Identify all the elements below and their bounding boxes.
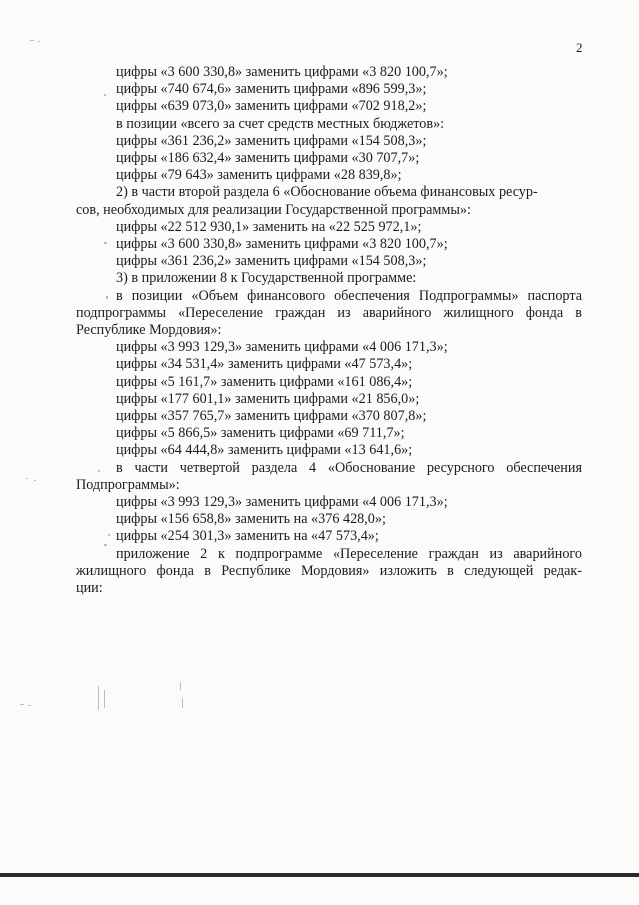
text-line: в позиции «Объем финансового обеспечения Подпрограммы» паспорта <box>116 287 582 304</box>
text-line: сов, необходимых для реализации Государственной программы»: <box>76 201 471 218</box>
scan-speck <box>26 478 28 479</box>
scan-speck <box>108 534 110 536</box>
scan-speck <box>104 544 107 546</box>
text-line: цифры «357 765,7» заменить цифрами «370 807,8»; <box>116 408 427 425</box>
text-line: цифры «156 658,8» заменить на «376 428,0»; <box>116 511 386 528</box>
text-line: Подпрограммы»: <box>76 476 180 493</box>
text-line: цифры «254 301,3» заменить на «47 573,4»; <box>116 528 379 545</box>
scan-speck <box>38 41 40 42</box>
scan-speck <box>182 698 183 708</box>
scan-speck <box>180 682 181 690</box>
scan-border-line <box>0 873 639 877</box>
text-line: в позиции «всего за счет средств местных бюджетов»: <box>116 115 445 132</box>
text-line: ции: <box>76 580 103 597</box>
scan-speck <box>106 296 108 299</box>
page-number: 2 <box>576 40 583 55</box>
text-line: цифры «3 993 129,3» заменить цифрами «4 006 171,3»; <box>116 339 448 356</box>
scan-speck <box>30 40 34 41</box>
text-line: цифры «3 600 330,8» заменить цифрами «3 820 100,7»; <box>116 236 448 253</box>
text-line: подпрограммы «Переселение граждан из аварийного жилищного фонда в <box>76 304 582 321</box>
text-line: цифры «361 236,2» заменить цифрами «154 508,3»; <box>116 253 427 270</box>
text-line: цифры «5 161,7» заменить цифрами «161 086,4»; <box>116 373 413 390</box>
text-line: цифры «22 512 930,1» заменить на «22 525 972,1»; <box>116 218 422 235</box>
text-line: Республике Мордовия»: <box>76 322 222 339</box>
text-line: приложение 2 к подпрограмме «Переселение граждан из аварийного <box>116 545 582 562</box>
text-line: цифры «740 674,6» заменить цифрами «896 599,3»; <box>116 81 427 98</box>
scan-speck <box>98 470 100 472</box>
scan-speck <box>20 704 24 705</box>
text-line: 3) в приложении 8 к Государственной программе: <box>116 270 417 287</box>
scan-speck <box>104 94 106 96</box>
text-line: цифры «5 866,5» заменить цифрами «69 711,7»; <box>116 425 405 442</box>
scan-speck <box>104 690 105 708</box>
text-line: цифры «639 073,0» заменить цифрами «702 918,2»; <box>116 98 427 115</box>
scan-speck <box>104 242 107 244</box>
text-line: жилищного фонда в Республике Мордовия» изложить в следующей редак- <box>76 562 582 579</box>
text-line: цифры «177 601,1» заменить цифрами «21 856,0»; <box>116 390 420 407</box>
scan-speck <box>98 686 99 710</box>
text-line: цифры «186 632,4» заменить цифрами «30 707,7»; <box>116 150 420 167</box>
text-line: цифры «34 531,4» заменить цифрами «47 573,4»; <box>116 356 413 373</box>
text-line: цифры «3 600 330,8» заменить цифрами «3 820 100,7»; <box>116 64 448 80</box>
text-line: цифры «3 993 129,3» заменить цифрами «4 006 171,3»; <box>116 494 448 511</box>
scan-speck <box>28 705 31 706</box>
text-line: в части четвертой раздела 4 «Обоснование ресурсного обеспечения <box>116 459 582 476</box>
text-line: цифры «64 444,8» заменить цифрами «13 641,6»; <box>116 442 413 459</box>
text-line: цифры «79 643» заменить цифрами «28 839,8»; <box>116 167 402 184</box>
document-body <box>76 64 582 597</box>
text-line: 2) в части второй раздела 6 «Обоснование объема финансовых ресур- <box>116 184 538 201</box>
text-line: цифры «361 236,2» заменить цифрами «154 508,3»; <box>116 132 427 149</box>
scan-speck <box>34 480 36 481</box>
